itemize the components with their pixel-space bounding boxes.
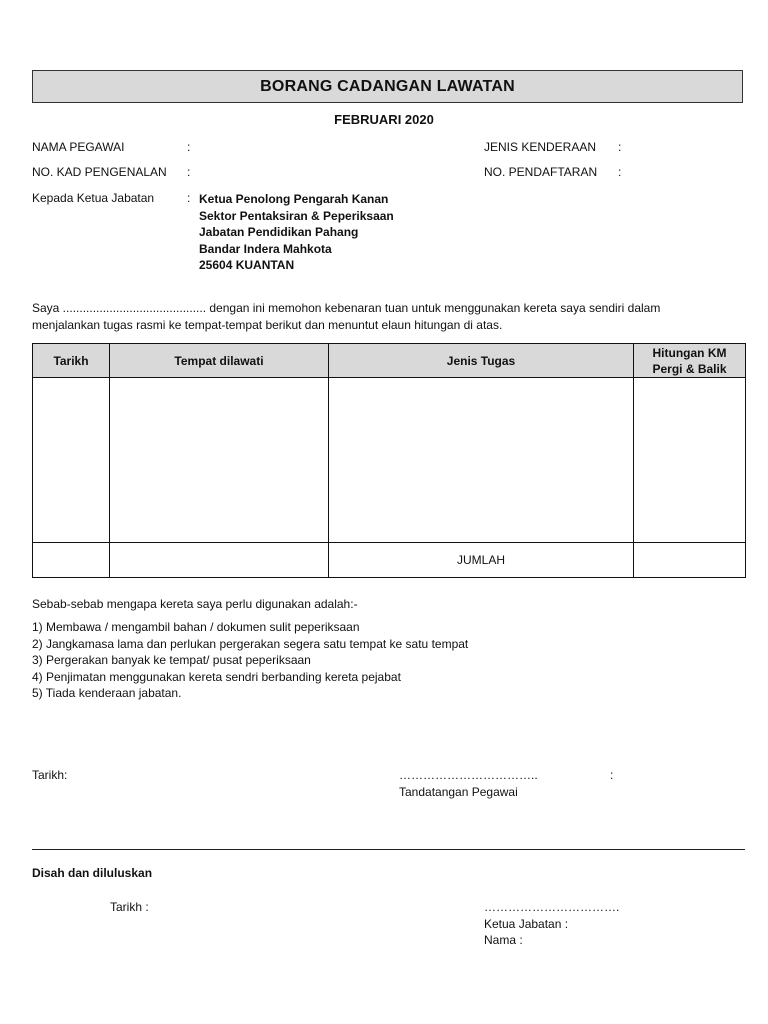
address-line: Sektor Pentaksiran & Peperiksaan xyxy=(199,208,394,223)
request-paragraph xyxy=(32,300,660,334)
approval-nama-label: Nama : xyxy=(484,933,523,947)
cell-hitungan-km[interactable] xyxy=(634,378,746,543)
header-hitungan-line2: Pergi & Balik xyxy=(652,361,727,376)
colon-no-pendaftaran: : xyxy=(618,165,622,179)
divider-line xyxy=(32,849,745,850)
table-header-row xyxy=(33,344,746,378)
reason-item: 1) Membawa / mengambil bahan / dokumen sulit peperiksaan xyxy=(32,620,360,634)
address-line: Bandar Indera Mahkota xyxy=(199,241,332,256)
header-jenis-tugas: Jenis Tugas xyxy=(329,344,634,378)
approval-date-label: Tarikh : xyxy=(110,900,149,914)
reason-item: 3) Pergerakan banyak ke tempat/ pusat peperiksaan xyxy=(32,653,311,667)
cell-tarikh[interactable] xyxy=(33,378,110,543)
trip-table xyxy=(32,343,746,578)
address-line: Ketua Penolong Pengarah Kanan xyxy=(199,192,389,206)
colon-kepada: : xyxy=(187,191,191,205)
cell-tempat[interactable] xyxy=(110,378,329,543)
colon-jenis-kenderaan: : xyxy=(618,140,622,154)
label-no-pendaftaran: NO. PENDAFTARAN xyxy=(484,165,598,179)
colon-nama-pegawai: : xyxy=(187,140,191,154)
form-title: BORANG CADANGAN LAWATAN xyxy=(32,70,743,103)
header-tempat: Tempat dilawati xyxy=(110,344,329,378)
approval-signature-line: ……………………………. xyxy=(484,900,620,914)
total-label: JUMLAH xyxy=(329,543,634,578)
label-nama-pegawai: NAMA PEGAWAI xyxy=(32,140,125,154)
signature-line: …………………………….. xyxy=(399,768,538,782)
signature-date-label: Tarikh: xyxy=(32,768,68,782)
request-line: menjalankan tugas rasmi ke tempat-tempat berikut dan menuntut elaun hitungan di atas. xyxy=(32,318,503,332)
table-total-row xyxy=(33,543,746,578)
reason-item: 4) Penjimatan menggunakan kereta sendri berbanding kereta pejabat xyxy=(32,669,401,684)
header-hitungan-line1: Hitungan KM xyxy=(652,345,727,360)
cell-jenis-tugas[interactable] xyxy=(329,378,634,543)
request-line: Saya ........................................... dengan ini memohon kebenaran tuan untuk menggunakan kereta saya sendiri dalam xyxy=(32,301,661,315)
signature-label: Tandatangan Pegawai xyxy=(399,785,518,799)
reasons-list xyxy=(32,619,468,702)
signature-colon: : xyxy=(610,768,614,782)
address-line: 25604 KUANTAN xyxy=(199,258,295,272)
reason-item: 2) Jangkamasa lama dan perlukan pergerakan segera satu tempat ke satu tempat xyxy=(32,636,469,651)
approval-heading: Disah dan diluluskan xyxy=(32,866,153,880)
colon-no-kad: : xyxy=(187,165,191,179)
reasons-intro: Sebab-sebab mengapa kereta saya perlu digunakan adalah:- xyxy=(32,597,358,611)
label-kepada: Kepada Ketua Jabatan xyxy=(32,191,155,205)
total-cell-tempat xyxy=(110,543,329,578)
address-line: Jabatan Pendidikan Pahang xyxy=(199,225,359,239)
total-cell-tarikh xyxy=(33,543,110,578)
total-km-value[interactable] xyxy=(634,543,746,578)
label-jenis-kenderaan: JENIS KENDERAAN xyxy=(484,140,597,154)
header-tarikh: Tarikh xyxy=(33,344,110,378)
form-month: FEBRUARI 2020 xyxy=(334,112,434,127)
label-no-kad: NO. KAD PENGENALAN xyxy=(32,165,167,179)
table-row xyxy=(33,378,746,543)
reason-item: 5) Tiada kenderaan jabatan. xyxy=(32,686,182,700)
header-hitungan-km xyxy=(634,344,746,378)
recipient-address xyxy=(199,191,394,274)
approval-ketua-label: Ketua Jabatan : xyxy=(484,917,569,931)
